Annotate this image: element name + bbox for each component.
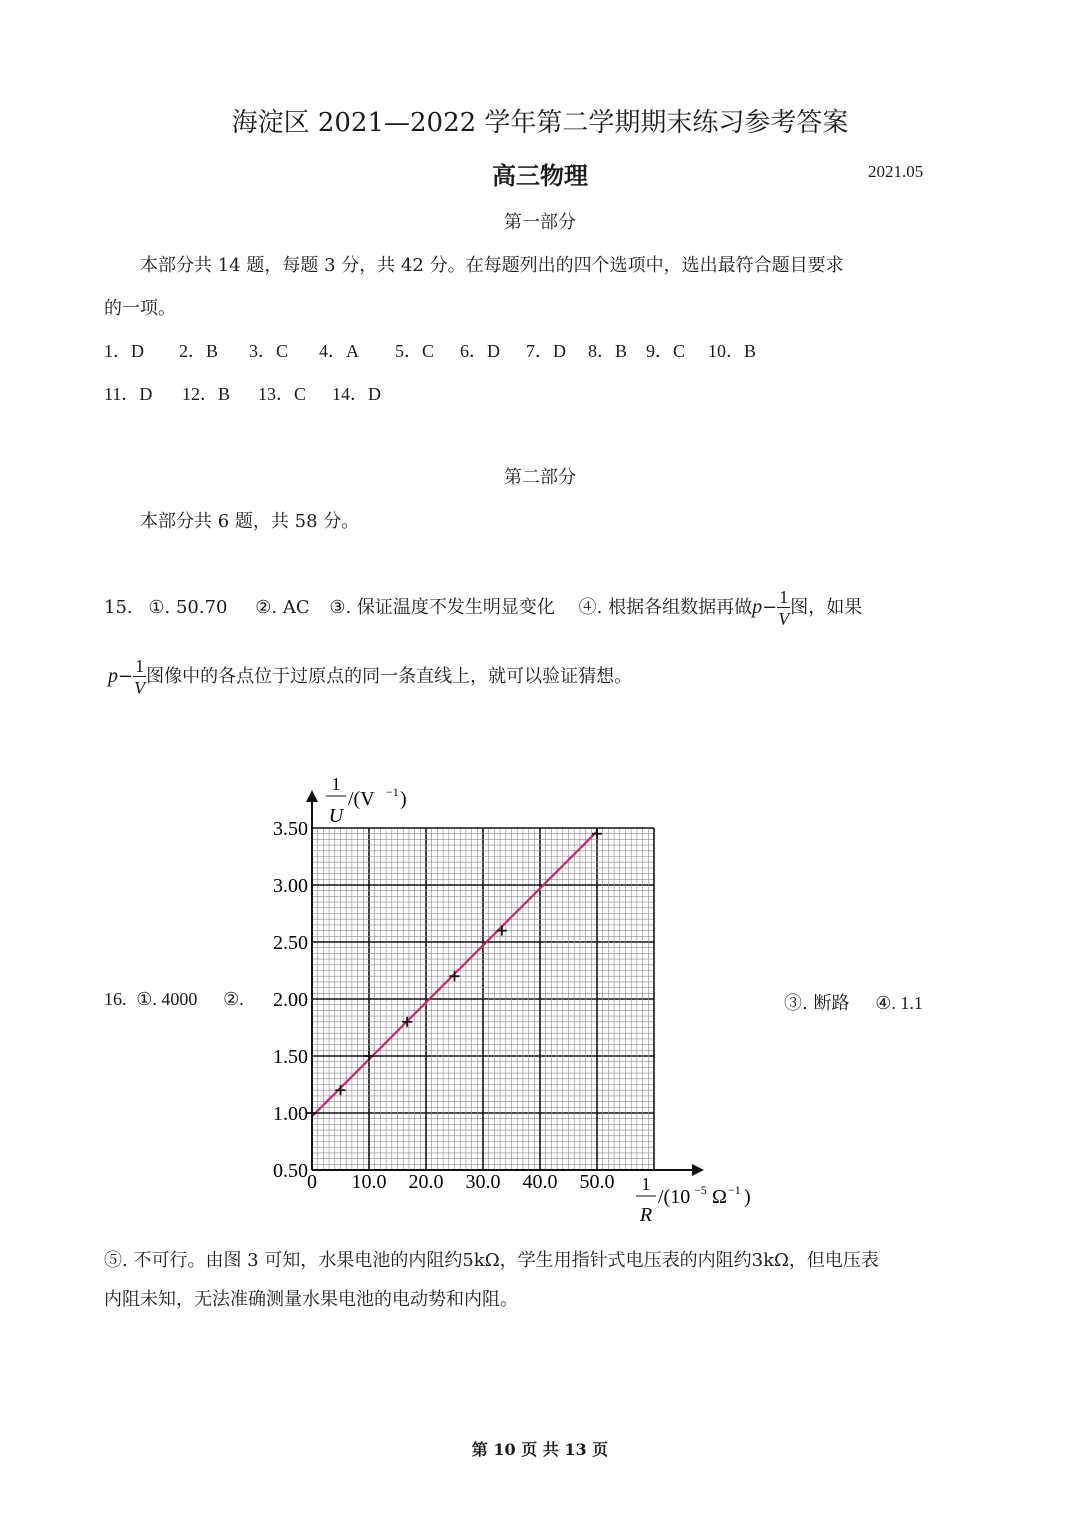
x-label-unit-exponent: −5 (694, 1183, 707, 1197)
q16-answer-3: ③. 断路 (784, 993, 850, 1014)
y-label-unit: /(V (348, 788, 375, 810)
answers-row-1 (104, 337, 756, 363)
answer-item: 13．C (258, 384, 307, 404)
x-tick-label: 50.0 (579, 1171, 615, 1193)
answer-item: 9．C (646, 341, 686, 361)
x-tick-label: 10.0 (351, 1171, 387, 1193)
answer-item: 14．D (332, 384, 381, 404)
x-label-numerator: 1 (641, 1174, 651, 1194)
q15-minus-2: − (118, 666, 134, 687)
q16-answer-4: ④. 1.1 (875, 993, 923, 1013)
data-point (364, 1051, 374, 1061)
y-tick-label: 1.00 (273, 1103, 308, 1125)
y-tick-label: 2.00 (273, 989, 308, 1011)
x-tick-label: 40.0 (522, 1171, 558, 1193)
q15-p-variable: p (752, 596, 763, 618)
q15-line2-text: 图像中的各点位于过原点的同一条直线上，就可以验证猜想。 (146, 666, 633, 687)
answers-row-2 (104, 380, 381, 406)
date-label: 2021.05 (868, 162, 924, 181)
q15-fraction-denominator-2: V (134, 677, 146, 698)
data-point (307, 1108, 317, 1118)
q16-answer-2: ②. (223, 989, 244, 1009)
part2-intro: 本部分共 6 题，共 58 分。 (140, 511, 360, 532)
q16-number: 16. (104, 989, 127, 1009)
q16-line1-right (784, 989, 923, 1015)
x-label-denominator: R (639, 1204, 653, 1226)
q16-line1-left (104, 989, 244, 1010)
answer-item: 11．D (104, 384, 153, 404)
x-axis-arrow-icon (692, 1164, 704, 1176)
q15-line2 (108, 652, 632, 701)
q16-answer-5-line1: ⑤. 不可行。由图 3 可知，水果电池的内阻约5kΩ，学生用指针式电压表的内阻约3kΩ，但电压表 (104, 1250, 879, 1271)
q15-answer-1: ①. 50.70 (148, 597, 228, 618)
x-label-close: ) (744, 1186, 751, 1208)
answer-item: 3．C (249, 341, 289, 361)
q15-p-variable-2: p (108, 665, 118, 687)
answer-item: 1．D (104, 341, 144, 361)
q15-answer-4-suffix: 图，如果 (790, 597, 863, 618)
answer-item: 4．A (319, 341, 359, 361)
y-axis-arrow-icon (306, 790, 318, 802)
subject-title: 高三物理 (492, 161, 588, 190)
part1-intro-line1: 本部分共 14 题，每题 3 分，共 42 分。在每题列出的四个选项中，选出最符合题目要求 (140, 255, 844, 276)
answer-item: 12．B (182, 384, 231, 404)
y-tick-label: 2.50 (273, 932, 308, 954)
part1-intro-line2: 的一项。 (104, 298, 176, 319)
y-tick-label: 0.50 (273, 1160, 308, 1182)
y-tick-label: 3.50 (273, 818, 308, 840)
y-label-close: ) (400, 788, 407, 810)
x-label-unit-exponent-2: −1 (728, 1183, 741, 1197)
chart-figure (250, 760, 770, 1230)
answer-item: 2．B (179, 341, 219, 361)
chart-grid (312, 828, 654, 1170)
q16-answer-1: ①. 4000 (136, 989, 198, 1009)
data-point (450, 971, 460, 981)
q15-line1 (104, 583, 862, 632)
y-label-unit-exponent: −1 (386, 785, 399, 799)
chart-ticks (273, 818, 615, 1193)
part2-heading: 第二部分 (504, 467, 576, 488)
x-label-unit-omega: Ω (712, 1186, 727, 1208)
answer-item: 7．D (526, 341, 566, 361)
x-tick-label: 0 (307, 1171, 317, 1193)
x-tick-label: 20.0 (408, 1171, 444, 1193)
q15-fraction (777, 587, 790, 630)
answer-item: 6．D (460, 341, 500, 361)
data-point (497, 926, 507, 936)
y-tick-label: 1.50 (273, 1046, 308, 1068)
q15-answer-3: ③. 保证温度不发生明显变化 (329, 597, 555, 618)
x-tick-label: 30.0 (465, 1171, 501, 1193)
part1-heading: 第一部分 (504, 212, 576, 233)
q16-answer-5-line2: 内阻未知，无法准确测量水果电池的电动势和内阻。 (104, 1289, 518, 1310)
y-label-numerator: 1 (331, 774, 341, 794)
data-point (336, 1085, 346, 1095)
page-footer: 第 10 页 共 13 页 (471, 1440, 609, 1459)
q15-answer-2: ②. AC (255, 597, 310, 618)
data-point (592, 829, 602, 839)
y-tick-label: 3.00 (273, 875, 308, 897)
page-title: 海淀区 2021—2022 学年第二学期期末练习参考答案 (231, 108, 849, 138)
q15-answer-4-prefix: ④. 根据各组数据再做 (578, 597, 753, 618)
x-label-unit: /(10 (658, 1186, 691, 1208)
q15-fraction-denominator: V (778, 608, 790, 629)
q15-fraction-numerator: 1 (779, 586, 789, 607)
q15-fraction-numerator-2: 1 (135, 655, 145, 676)
answer-item: 5．C (395, 341, 435, 361)
y-label-denominator: U (328, 805, 344, 827)
q15-minus: − (762, 597, 778, 618)
q15-number: 15. (104, 597, 133, 618)
answer-item: 8．B (588, 341, 628, 361)
answer-item: 10．B (708, 341, 757, 361)
q15-fraction-2 (133, 656, 146, 699)
